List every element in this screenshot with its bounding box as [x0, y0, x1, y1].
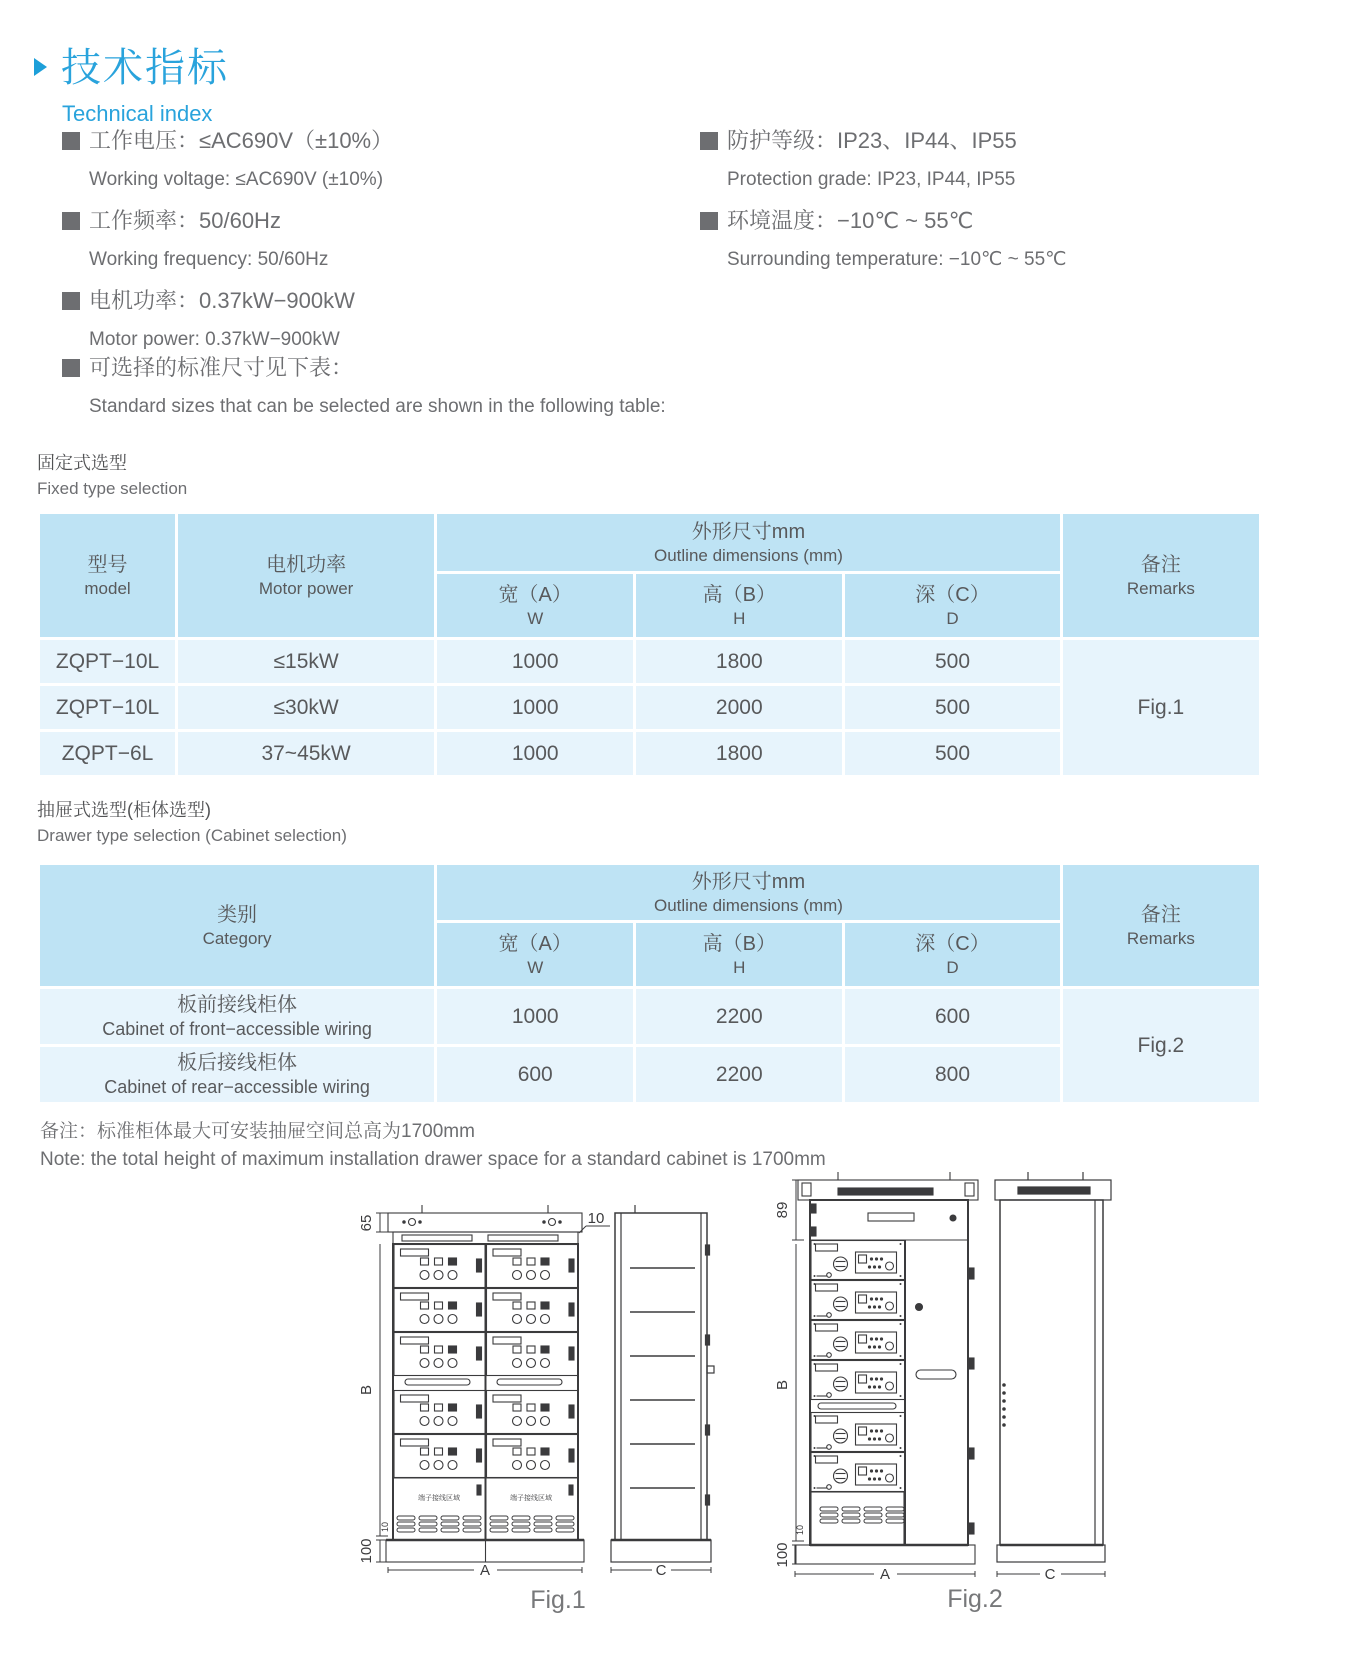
fig1-front-view [386, 1205, 584, 1562]
page-title: 技术指标 [61, 46, 229, 90]
section-label-en: Drawer type selection (Cabinet selection) [37, 826, 347, 845]
table-row [39, 639, 1261, 685]
spec-item-frequency [62, 208, 682, 272]
cell-depth: 500 [844, 685, 1062, 731]
fig2-dim-body-height: B [774, 1379, 791, 1391]
spec-text-zh: 可选择的标准尺寸见下表： [89, 355, 354, 380]
spec-line-en: Working voltage: ≤AC690V (±10%) [89, 169, 384, 190]
header-motor-power: 电机功率 Motor power [177, 513, 436, 639]
cell-depth: 500 [844, 639, 1062, 685]
cell-power: 37~45kW [177, 731, 436, 777]
header-outline-dimensions: 外形尺寸mm Outline dimensions (mm) [436, 513, 1062, 573]
header-outline-dimensions: 外形尺寸mm Outline dimensions (mm) [436, 864, 1062, 922]
fig2-dim-side-depth: C [1044, 1566, 1056, 1583]
spec-line-zh [62, 208, 682, 234]
spec-item-protection [700, 128, 1320, 192]
section-label-zh: 固定式选型 [37, 453, 127, 473]
fixed-selection-table-wrap [37, 511, 1262, 778]
spec-text-zh: 工作电压：≤AC690V（±10%） [89, 128, 394, 153]
spec-text-zh: 工作频率：50/60Hz [89, 208, 281, 233]
table-row [39, 988, 1261, 1046]
bullet-square-icon [62, 292, 80, 310]
header-category: 类别 Category [39, 864, 436, 988]
bullet-square-icon [62, 132, 80, 150]
page-subtitle: Technical index [62, 101, 213, 126]
fig2-caption: Fig.2 [947, 1585, 1003, 1613]
fig1-terminal-area-label: 端子接线区域 [510, 1495, 552, 1502]
fig1-caption: Fig.1 [530, 1586, 586, 1614]
header-width: 宽（A） W [436, 573, 635, 639]
section-label-fixed [37, 450, 187, 502]
header-remarks: 备注 Remarks [1061, 864, 1260, 988]
spec-line-en: Working frequency: 50/60Hz [89, 249, 329, 270]
spec-line-zh [700, 208, 1320, 234]
specs-left [62, 128, 682, 368]
spec-line-zh [62, 128, 682, 154]
spec-item-temperature [700, 208, 1320, 272]
fig1-dim-top-lip: 10 [587, 1210, 605, 1227]
cell-height: 1800 [635, 639, 844, 685]
spec-text-zh: 防护等级：IP23、IP44、IP55 [727, 128, 1017, 153]
bullet-square-icon [62, 212, 80, 230]
cell-remarks: Fig.1 [1061, 639, 1260, 777]
cell-height: 2200 [635, 988, 844, 1046]
header-height: 高（B） H [635, 573, 844, 639]
cell-model: ZQPT−6L [39, 731, 177, 777]
cell-power: ≤15kW [177, 639, 436, 685]
cell-model: ZQPT−10L [39, 639, 177, 685]
fig1-dimension-lines [376, 1213, 711, 1573]
spec-item-motor-power [62, 288, 682, 352]
fig1-dim-vent-height: 10 [380, 1521, 390, 1533]
fig1-dim-side-depth: C [655, 1562, 667, 1579]
header-remarks: 备注 Remarks [1061, 513, 1260, 639]
spec-item-voltage [62, 128, 682, 192]
header-depth: 深（C） D [844, 922, 1062, 988]
header-depth: 深（C） D [844, 573, 1062, 639]
section-label-drawer [37, 797, 347, 849]
fig2-front-view [795, 1172, 978, 1564]
fig2-dim-front-width: A [879, 1566, 891, 1583]
drawer-selection-table-wrap [37, 862, 1262, 1105]
fig2-side-view [995, 1172, 1111, 1562]
bullet-square-icon [62, 359, 80, 377]
cell-height: 1800 [635, 731, 844, 777]
fig2-dim-vent-height: 10 [795, 1524, 805, 1536]
fig1-dim-body-height: B [358, 1384, 375, 1396]
figure-fig1-drawing [330, 1180, 720, 1620]
bullet-square-icon [700, 132, 718, 150]
cell-remarks: Fig.2 [1061, 988, 1260, 1104]
bullet-square-icon [700, 212, 718, 230]
title-arrow-icon [34, 58, 47, 76]
section-label-en: Fixed type selection [37, 479, 188, 498]
section-label-zh: 抽屉式选型(柜体选型) [37, 800, 211, 820]
fig2-dim-base-height: 100 [774, 1542, 791, 1568]
spec-line-en: Standard sizes that can be selected are shown in the following table: [89, 396, 666, 417]
cell-width: 1000 [436, 731, 635, 777]
spec-item-table-intro [62, 355, 1162, 435]
fig1-dim-base-height: 100 [358, 1538, 375, 1564]
cell-category: 板前接线柜体 Cabinet of front−accessible wiring [39, 988, 436, 1046]
spec-line-zh [62, 288, 682, 314]
header-width: 宽（A） W [436, 922, 635, 988]
drawer-selection-table [37, 862, 1262, 1105]
cell-depth: 600 [844, 988, 1062, 1046]
cell-width: 1000 [436, 639, 635, 685]
fig2-dim-cap-height: 89 [774, 1201, 791, 1219]
cell-model: ZQPT−10L [39, 685, 177, 731]
header-model: 型号 model [39, 513, 177, 639]
spec-line-en: Surrounding temperature: −10℃ ~ 55℃ [727, 249, 1067, 270]
spec-line-zh [62, 355, 1162, 381]
fig1-dim-cap-height: 65 [358, 1214, 375, 1232]
spec-line-zh [700, 128, 1320, 154]
spec-line-en: Motor power: 0.37kW−900kW [89, 329, 340, 350]
section-header [34, 36, 229, 127]
fig1-dim-front-width: A [479, 1562, 491, 1579]
cell-category: 板后接线柜体 Cabinet of rear−accessible wiring [39, 1046, 436, 1104]
cell-width: 1000 [436, 685, 635, 731]
spec-text-zh: 电机功率：0.37kW−900kW [89, 288, 355, 313]
specs-right [700, 128, 1320, 288]
note-zh: 备注：标准柜体最大可安装抽屉空间总高为1700mm [40, 1121, 475, 1142]
note-en: Note: the total height of maximum installation drawer space for a standard cabinet is 1700mm [40, 1149, 826, 1170]
cell-width: 1000 [436, 988, 635, 1046]
figure-fig2-drawing [688, 1085, 1128, 1625]
cell-power: ≤30kW [177, 685, 436, 731]
cell-depth: 800 [844, 1046, 1062, 1104]
cell-depth: 500 [844, 731, 1062, 777]
cell-height: 2200 [635, 1046, 844, 1104]
spec-text-zh: 环境温度：−10℃ ~ 55℃ [727, 208, 974, 233]
header-height: 高（B） H [635, 922, 844, 988]
cell-width: 600 [436, 1046, 635, 1104]
cell-height: 2000 [635, 685, 844, 731]
fixed-selection-table [37, 511, 1262, 778]
spec-line-en: Protection grade: IP23, IP44, IP55 [727, 169, 1016, 190]
fig1-terminal-area-label: 端子接线区域 [418, 1495, 460, 1502]
